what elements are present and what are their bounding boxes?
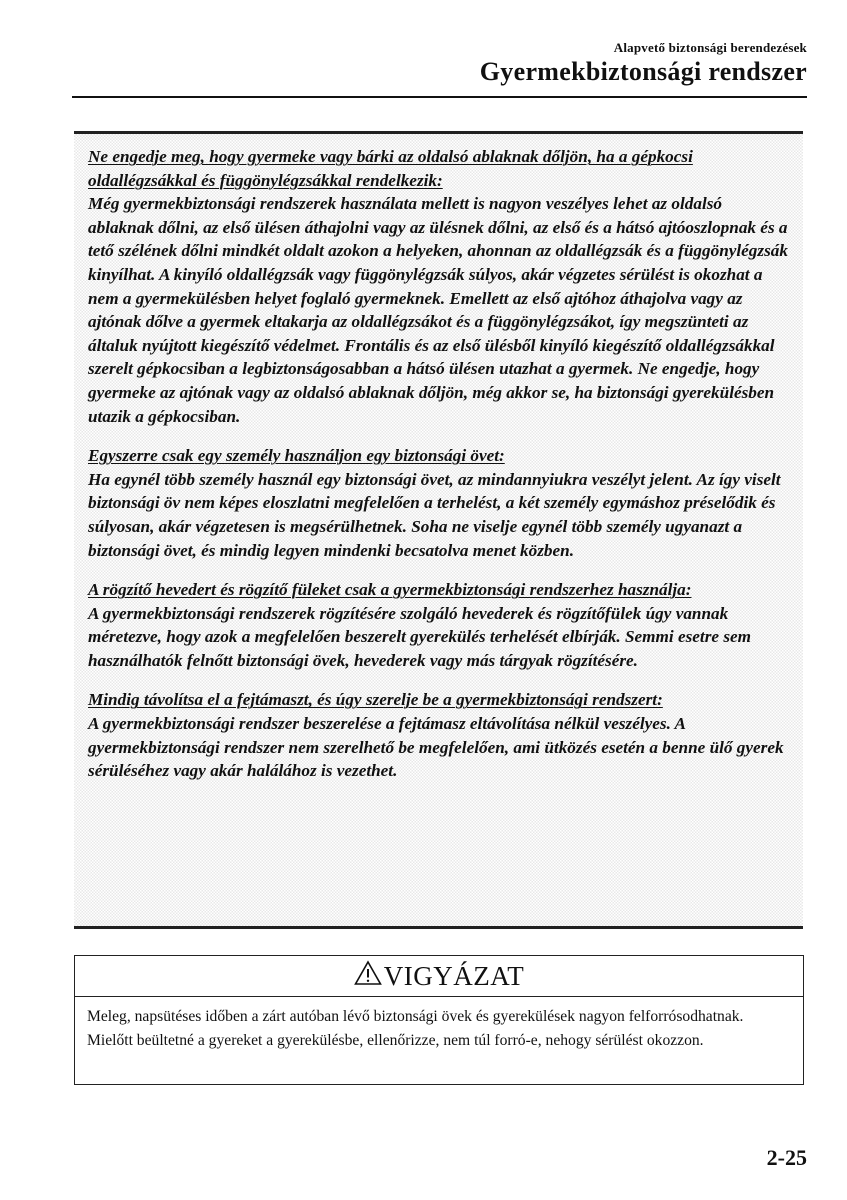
caution-title: VIGYÁZAT [383,960,525,991]
warning-body: Még gyermekbiztonsági rendszerek használata mellett is nagyon veszélyes lehet az oldalsó ablaknak dőlni, az első ülésen áthajolni vagy az ülésnek dőlni, az első és a hátsó ajtóoszlopnak és a tető szélének dőlni mindkét oldalt azokon a helyeken, ahonnan az oldallégzsák és a függönylégzsák kinyílhat. A kinyíló oldallégzsák vagy függönylégzsák súlyos, akár végzetes sérülést is okozhat a nem a gyermekülésben helyet foglaló gyermeknek. Emellett az első ajtóhoz áthajolva vagy az ajtónak dőlve a gyermek eltakarja az oldallégzsákot és a függönylégzsákot, így megszünteti az általuk nyújtott kiegészítő védelmet. Frontális és az első ülésből kinyíló kiegészítő oldallégzsákkal szerelt gépkocsiban a legbiztonságosabban a hátsó ülésen utazhat a gyermek. Ne engedje, hogy gyermeke az ajtónak vagy az oldalsó ablaknak dőljön, még akkor se, ha biztonsági gyerekülésben utazik a gépkocsiban. [88,194,788,426]
warning-body: A gyermekbiztonsági rendszerek rögzítésére szolgáló hevederek és rögzítőfülek úgy vannak méretezve, hogy azok a megfelelően beszerelt gyerekülés terhelését elbírják. Semmi esetre sem használhatók felnőtt biztonsági övek, hevederek vagy más tárgyak rögzítésére. [88,603,752,670]
warning-heading: Egyszerre csak egy személy használjon egy biztonsági övet: [88,446,505,466]
warning-box [74,131,803,929]
caution-box [74,955,804,1085]
caution-text: Meleg, napsütéses időben a zárt autóban lévő biztonsági övek és gyerekülések nagyon felforrósodhatnak. Mielőtt beültetné a gyereket a gyerekülésbe, ellenőrizze, nem túl forró-e, nehogy sérülést okozzon. [87,1008,744,1049]
warning-body: Ha egynél több személy használ egy biztonsági övet, az mindannyiukra veszélyt jelent. Az így viselt biztonsági öv nem képes eloszlatni megfelelően a terhelést, a két személy egymáshoz préselődik és súlyosan, akár végzetesen is megsérülhetnek. Soha ne viselje egynél több személy ugyanazt a biztonsági övet, és mindig legyen mindenki becsatolva menet közben. [88,469,781,560]
warning-heading: Ne engedje meg, hogy gyermeke vagy bárki az oldalsó ablaknak dőljön, ha a gépkocsi oldallégzsákkal és függönylégzsákkal rendelkezik: [88,147,693,190]
warning-heading: Mindig távolítsa el a fejtámaszt, és úgy szerelje be a gyermekbiztonsági rendszert: [88,690,663,710]
warning-body: A gyermekbiztonsági rendszer beszerelése a fejtámasz eltávolítása nélkül veszélyes. A gyermekbiztonsági rendszer nem szerelhető be megfelelően, ami ütközés esetén a benne ülő gyerek sérüléséhez vagy akár halálához is vezethet. [88,714,784,781]
warning-block [88,145,791,428]
warning-block [88,444,791,562]
page-number: 2-25 [766,1145,807,1170]
warning-block [88,578,791,672]
header-divider [72,96,807,98]
page-title: Gyermekbiztonsági rendszer [479,57,807,86]
section-title: Alapvető biztonsági berendezések [613,40,807,55]
warning-triangle-icon [354,960,384,993]
caution-header [75,956,803,997]
warning-heading: A rögzítő hevedert és rögzítő füleket csak a gyermekbiztonsági rendszerhez használja: [88,580,692,600]
warning-block [88,688,791,782]
